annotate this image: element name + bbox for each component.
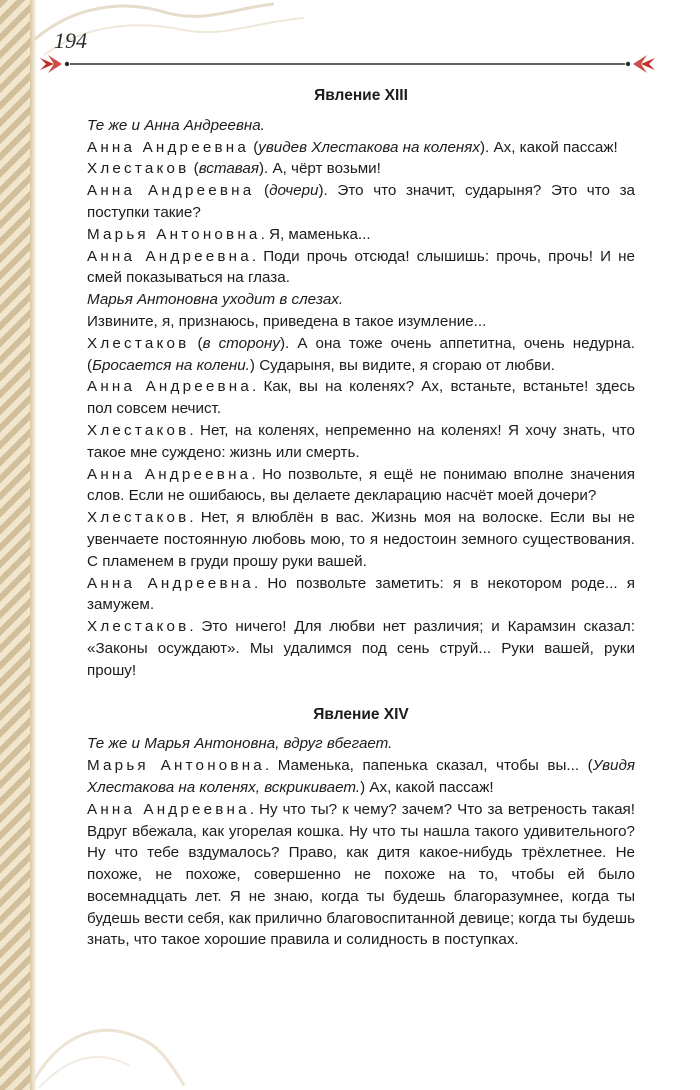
dialogue-text: . Но позвольте, я ещё не понимаю вполне значения слов. Если не ошибаюсь, вы делаете декларацию насчёт моей дочери? xyxy=(87,465,635,505)
page-number: 194 xyxy=(54,28,87,53)
speaker-name: Анна Андреевна xyxy=(87,247,252,265)
speaker-name: Анна Андреевна xyxy=(87,465,252,483)
section-heading-13: Явление XIII xyxy=(314,87,408,104)
dialogue-text: ( xyxy=(189,160,199,178)
paragraph xyxy=(87,376,635,420)
paragraph xyxy=(87,311,635,333)
dialogue-text: Извините, я, признаюсь, приведена в такое изумление... xyxy=(87,312,487,330)
paragraph xyxy=(87,755,635,799)
dialogue-text: ) Сударыня, вы видите, я сгораю от любви. xyxy=(249,356,555,374)
dialogue-text: . Маменька, папенька сказал, чтобы вы... ( xyxy=(264,757,593,775)
dialogue-text: ( xyxy=(189,334,203,352)
speaker-name: Анна Андреевна xyxy=(87,574,254,592)
dialogue-text: . Поди прочь отсюда! слышишь: прочь, прочь! И не смей показываться на глаза. xyxy=(87,247,635,287)
paragraph xyxy=(87,158,635,180)
page-content xyxy=(87,81,635,951)
speaker-name: Хлестаков xyxy=(87,421,190,439)
dialogue-text: ). А, чёрт возьми! xyxy=(258,160,381,178)
stage-direction: Увидя Хлестакова на коленях, вскрикивает. xyxy=(87,757,635,796)
section-13-text xyxy=(87,115,635,682)
stage-direction: Бросается на колени. xyxy=(92,356,250,374)
stage-direction: Те же и Марья Антоновна, вдруг вбегает. xyxy=(87,735,393,753)
speaker-name: Марья Антоновна xyxy=(87,757,265,775)
paragraph xyxy=(87,464,635,508)
decorative-border-shadow xyxy=(30,0,36,1090)
paragraph xyxy=(87,733,635,755)
dialogue-text: . Это ничего! Для любви нет различия; и Карамзин сказал: «Законы осуждают». Мы удалимся под сень струй... Руки вашей, руки прошу! xyxy=(87,618,635,679)
stage-direction: в сторону xyxy=(202,334,280,352)
dialogue-text: ) Ах, какой пассаж! xyxy=(360,778,494,796)
stage-direction: дочери xyxy=(269,182,319,200)
stage-direction: увидев Хлестакова на коленях xyxy=(258,138,480,156)
dialogue-text: ( xyxy=(249,138,259,156)
paragraph xyxy=(87,137,635,159)
section-14-text xyxy=(87,733,635,951)
speaker-name: Анна Андреевна xyxy=(87,378,253,396)
speaker-name: Анна Андреевна xyxy=(87,138,249,156)
section-heading-14: Явление XIV xyxy=(313,705,409,723)
stage-direction: Те же и Анна Андреевна. xyxy=(87,116,265,134)
decorative-border xyxy=(0,0,30,1090)
paragraph xyxy=(87,420,635,464)
paragraph xyxy=(87,333,635,377)
header-rule-ornament xyxy=(40,52,655,76)
paragraph xyxy=(87,507,635,572)
paragraph xyxy=(87,115,635,137)
speaker-name: Хлестаков xyxy=(87,160,190,178)
paragraph xyxy=(87,289,635,311)
speaker-name: Хлестаков xyxy=(87,509,190,527)
dialogue-text: . Как, вы на коленях? Ах, встаньте, встаньте! здесь пол совсем нечист. xyxy=(87,378,635,418)
dialogue-text: . Ну что ты? к чему? зачем? Что за ветреность такая! Вдруг вбежала, как угорелая кошка. Ну что ты нашла такого удивительного? Ну что тебе вздумалось? Право, как дитя какое-нибудь трёхлетнее. Не похоже, не похоже, совершенно не похоже на то, чтобы ей было восемнадцать лет. Я не знаю, когда ты будешь благоразумнее, когда ты будешь вести себя, как прилично благовоспитанной девице; когда ты будешь знать, что такое хорошие правила и солидность в поступках. xyxy=(87,800,635,949)
dialogue-text: ). Это что значит, сударыня? Это что за поступки такие? xyxy=(87,182,635,221)
dialogue-text: . Нет, я влюблён в вас. Жизнь моя на волоске. Если вы не увенчаете постоянную любовь мою, то я недостоин земного существования. С пламенем в груди прошу руки вашей. xyxy=(87,509,635,570)
paragraph xyxy=(87,224,635,246)
speaker-name: Марья Антоновна xyxy=(87,225,261,243)
dialogue-text: . Нет, на коленях, непременно на коленях! Я хочу знать, что такое мне суждено: жизнь или смерть. xyxy=(87,421,635,461)
stage-direction: вставая xyxy=(198,160,259,178)
paragraph xyxy=(87,799,635,952)
paragraph xyxy=(87,180,635,224)
paragraph xyxy=(87,616,635,681)
dialogue-text: ). Ах, какой пассаж! xyxy=(480,138,618,156)
paragraph xyxy=(87,573,635,617)
speaker-name: Хлестаков xyxy=(87,618,190,636)
dialogue-text: . Я, маменька... xyxy=(260,225,371,243)
speaker-name: Анна Андреевна xyxy=(87,800,250,818)
speaker-name: Анна Андреевна xyxy=(87,182,255,200)
paragraph xyxy=(87,246,635,290)
speaker-name: Хлестаков xyxy=(87,334,190,352)
dialogue-text: ( xyxy=(254,182,270,200)
bottom-swirl-ornament xyxy=(34,1010,194,1090)
stage-direction: Марья Антоновна уходит в слезах. xyxy=(87,291,344,309)
dialogue-text: ). А она тоже очень аппетитна, очень недурна. ( xyxy=(87,334,636,374)
dialogue-text: . Но позвольте заметить: я в некотором роде... я замужем. xyxy=(87,574,635,614)
